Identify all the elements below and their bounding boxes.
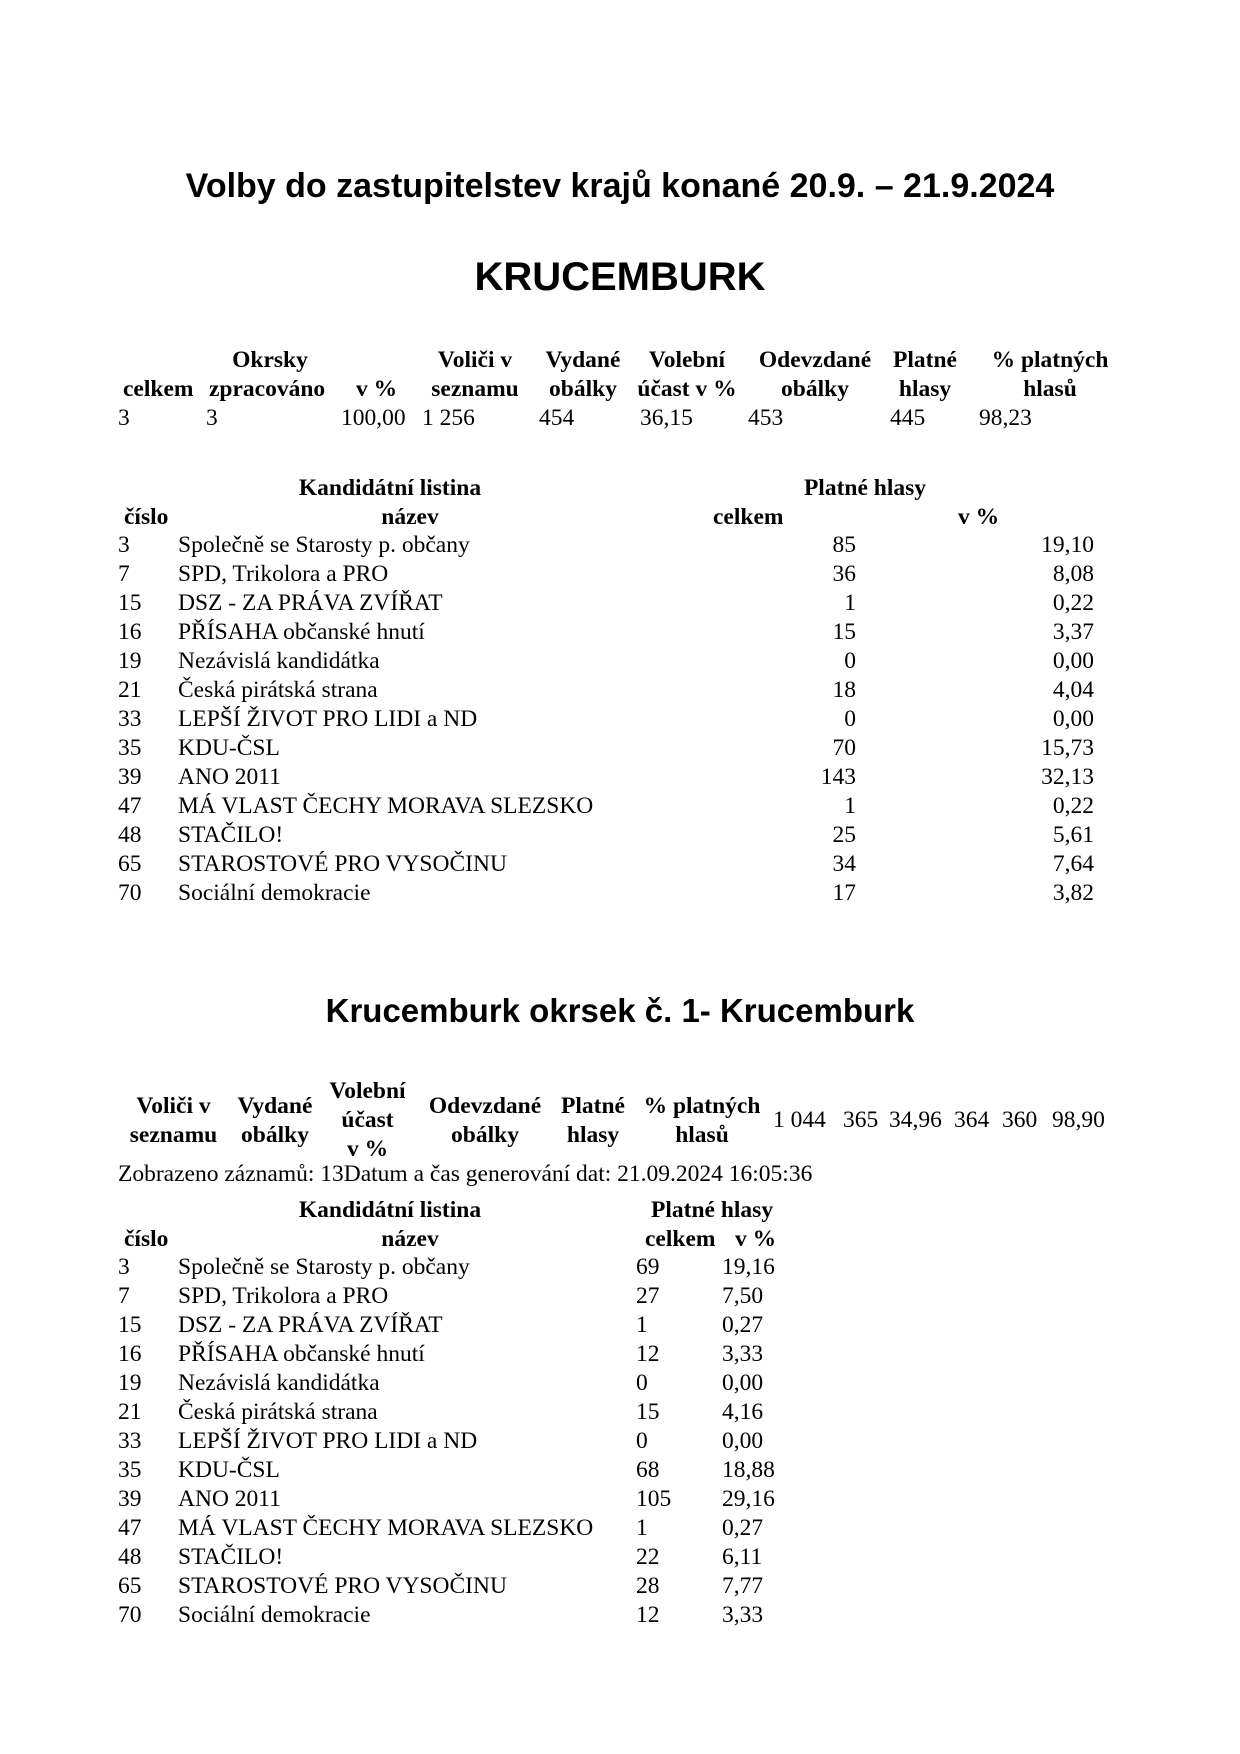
cell-celkem: 22 bbox=[636, 1544, 660, 1570]
district-value-pct-platnych: 98,90 bbox=[1052, 1107, 1105, 1133]
value-ucast: 36,15 bbox=[640, 405, 693, 431]
header-odevzdane-1: Odevzdané bbox=[758, 347, 872, 373]
cell-nazev: LEPŠÍ ŽIVOT PRO LIDI a ND bbox=[178, 706, 478, 732]
cell-nazev: ANO 2011 bbox=[178, 1486, 281, 1512]
cell-nazev: Česká pirátská strana bbox=[178, 1399, 378, 1425]
cell-nazev: Společně se Starosty p. občany bbox=[178, 1254, 470, 1280]
election-title: Volby do zastupitelstev krajů konané 20.9. – 21.9.2024 bbox=[185, 167, 1055, 205]
district-header-odevzdane-2: obálky bbox=[451, 1122, 519, 1148]
cell-nazev: Nezávislá kandidátka bbox=[178, 1370, 380, 1396]
cell-nazev: ANO 2011 bbox=[178, 764, 281, 790]
cell-cislo: 19 bbox=[118, 648, 142, 674]
value-odevzdane: 453 bbox=[748, 405, 784, 431]
header-ucast-2: účast v % bbox=[637, 376, 737, 402]
results-header-celkem: celkem bbox=[713, 504, 784, 530]
district-results-header-v-pct: v % bbox=[735, 1226, 777, 1252]
cell-pct: 0,00 bbox=[1052, 706, 1094, 732]
district-header-vydane-2: obálky bbox=[241, 1122, 309, 1148]
cell-celkem: 28 bbox=[636, 1573, 660, 1599]
cell-pct: 4,16 bbox=[722, 1399, 764, 1425]
district-header-odevzdane-1: Odevzdané bbox=[428, 1093, 542, 1119]
district-results-header-kandidatni-listina: Kandidátní listina bbox=[298, 1197, 482, 1223]
cell-pct: 0,00 bbox=[722, 1428, 764, 1454]
cell-celkem: 1 bbox=[636, 1312, 648, 1338]
cell-celkem: 25 bbox=[832, 822, 856, 848]
district-results-header-platne-hlasy: Platné hlasy bbox=[651, 1197, 774, 1223]
district-header-volici-1: Voliči v bbox=[136, 1093, 211, 1119]
district-title: Krucemburk okrsek č. 1- Krucemburk bbox=[325, 992, 915, 1029]
header-celkem: celkem bbox=[123, 376, 194, 402]
cell-cislo: 33 bbox=[118, 1428, 142, 1454]
cell-nazev: Česká pirátská strana bbox=[178, 677, 378, 703]
cell-cislo: 7 bbox=[118, 1283, 130, 1309]
cell-cislo: 21 bbox=[118, 1399, 142, 1425]
district-results-header-nazev: název bbox=[381, 1226, 439, 1252]
cell-nazev: Společně se Starosty p. občany bbox=[178, 532, 470, 558]
cell-celkem: 15 bbox=[832, 619, 856, 645]
municipality-title: KRUCEMBURK bbox=[474, 255, 766, 299]
cell-pct: 3,37 bbox=[1052, 619, 1094, 645]
cell-cislo: 3 bbox=[118, 1254, 130, 1280]
cell-nazev: STAROSTOVÉ PRO VYSOČINU bbox=[178, 851, 507, 877]
cell-cislo: 47 bbox=[118, 1515, 142, 1541]
cell-nazev: SPD, Trikolora a PRO bbox=[178, 1283, 389, 1309]
cell-nazev: KDU-ČSL bbox=[178, 1457, 280, 1483]
cell-celkem: 85 bbox=[832, 532, 856, 558]
cell-cislo: 16 bbox=[118, 619, 142, 645]
header-ucast-1: Volební bbox=[648, 347, 726, 373]
value-zpracovano: 3 bbox=[206, 405, 218, 431]
cell-nazev: STAČILO! bbox=[178, 1544, 284, 1570]
cell-cislo: 48 bbox=[118, 822, 142, 848]
header-okrsky: Okrsky bbox=[232, 347, 308, 373]
cell-celkem: 1 bbox=[636, 1515, 648, 1541]
district-value-ucast: 34,96 bbox=[889, 1107, 942, 1133]
cell-celkem: 69 bbox=[636, 1254, 660, 1280]
cell-pct: 0,22 bbox=[1052, 793, 1094, 819]
cell-pct: 3,33 bbox=[722, 1341, 764, 1367]
district-results-header-celkem: celkem bbox=[645, 1226, 716, 1252]
results-header-platne-hlasy: Platné hlasy bbox=[803, 475, 927, 501]
cell-nazev: PŘÍSAHA občanské hnutí bbox=[178, 1341, 425, 1367]
cell-nazev: STAROSTOVÉ PRO VYSOČINU bbox=[178, 1573, 507, 1599]
district-header-ucast-3: v % bbox=[346, 1136, 389, 1162]
value-platne: 445 bbox=[890, 405, 926, 431]
header-platne-2: hlasy bbox=[898, 376, 952, 402]
cell-pct: 19,16 bbox=[722, 1254, 775, 1280]
cell-nazev: MÁ VLAST ČECHY MORAVA SLEZSKO bbox=[178, 793, 594, 819]
cell-pct: 4,04 bbox=[1052, 677, 1094, 703]
value-pct-platnych: 98,23 bbox=[979, 405, 1032, 431]
cell-cislo: 35 bbox=[118, 1457, 142, 1483]
value-celkem: 3 bbox=[118, 405, 130, 431]
cell-nazev: STAČILO! bbox=[178, 822, 284, 848]
cell-celkem: 12 bbox=[636, 1341, 660, 1367]
cell-pct: 18,88 bbox=[722, 1457, 775, 1483]
district-header-platne-2: hlasy bbox=[566, 1122, 620, 1148]
district-value-platne: 360 bbox=[1002, 1107, 1038, 1133]
cell-pct: 7,50 bbox=[722, 1283, 764, 1309]
cell-nazev: LEPŠÍ ŽIVOT PRO LIDI a ND bbox=[178, 1428, 478, 1454]
results-header-cislo: číslo bbox=[124, 504, 169, 530]
cell-cislo: 39 bbox=[118, 764, 142, 790]
header-vydane-2: obálky bbox=[549, 376, 617, 402]
cell-celkem: 0 bbox=[636, 1370, 648, 1396]
cell-cislo: 65 bbox=[118, 851, 142, 877]
cell-celkem: 68 bbox=[636, 1457, 660, 1483]
value-volici: 1 256 bbox=[422, 405, 475, 431]
district-value-odevzdane: 364 bbox=[954, 1107, 990, 1133]
cell-celkem: 18 bbox=[832, 677, 856, 703]
cell-cislo: 70 bbox=[118, 880, 142, 906]
results-header-kandidatni-listina: Kandidátní listina bbox=[298, 475, 482, 501]
cell-celkem: 105 bbox=[636, 1486, 672, 1512]
cell-pct: 0,00 bbox=[722, 1370, 764, 1396]
cell-celkem: 1 bbox=[844, 590, 856, 616]
cell-pct: 0,22 bbox=[1052, 590, 1094, 616]
header-pct-platnych-1: % platných bbox=[991, 347, 1109, 373]
cell-pct: 0,27 bbox=[722, 1515, 764, 1541]
cell-cislo: 48 bbox=[118, 1544, 142, 1570]
district-header-volici-2: seznamu bbox=[129, 1122, 218, 1148]
district-header-platne-1: Platné bbox=[561, 1093, 625, 1119]
cell-nazev: Nezávislá kandidátka bbox=[178, 648, 380, 674]
cell-nazev: KDU-ČSL bbox=[178, 735, 280, 761]
cell-nazev: SPD, Trikolora a PRO bbox=[178, 561, 389, 587]
header-volici-2: seznamu bbox=[431, 376, 519, 402]
info-line: Zobrazeno záznamů: 13Datum a čas generování dat: 21.09.2024 16:05:36 bbox=[118, 1161, 813, 1187]
value-v-pct: 100,00 bbox=[341, 405, 406, 431]
cell-pct: 5,61 bbox=[1052, 822, 1094, 848]
district-header-ucast-1: Volební bbox=[329, 1078, 406, 1104]
cell-celkem: 12 bbox=[636, 1602, 660, 1628]
cell-celkem: 70 bbox=[832, 735, 856, 761]
district-header-pct-platnych-1: % platných bbox=[643, 1093, 761, 1119]
cell-nazev: MÁ VLAST ČECHY MORAVA SLEZSKO bbox=[178, 1515, 594, 1541]
cell-cislo: 15 bbox=[118, 1312, 142, 1338]
header-volici-1: Voliči v bbox=[437, 347, 513, 373]
cell-celkem: 0 bbox=[636, 1428, 648, 1454]
header-vydane-1: Vydané bbox=[545, 347, 621, 373]
cell-celkem: 0 bbox=[844, 648, 856, 674]
cell-cislo: 19 bbox=[118, 1370, 142, 1396]
cell-cislo: 33 bbox=[118, 706, 142, 732]
cell-cislo: 70 bbox=[118, 1602, 142, 1628]
district-header-pct-platnych-2: hlasů bbox=[675, 1122, 729, 1148]
header-v-pct: v % bbox=[356, 376, 398, 402]
cell-cislo: 7 bbox=[118, 561, 130, 587]
cell-pct: 8,08 bbox=[1052, 561, 1094, 587]
cell-pct: 29,16 bbox=[722, 1486, 775, 1512]
results-header-v-pct: v % bbox=[958, 504, 1000, 530]
value-vydane: 454 bbox=[539, 405, 575, 431]
district-header-ucast-2: účast bbox=[341, 1107, 394, 1133]
header-odevzdane-2: obálky bbox=[781, 376, 849, 402]
cell-cislo: 65 bbox=[118, 1573, 142, 1599]
cell-pct: 19,10 bbox=[1041, 532, 1094, 558]
cell-pct: 6,11 bbox=[722, 1544, 763, 1570]
district-header-vydane-1: Vydané bbox=[237, 1093, 313, 1119]
cell-pct: 3,82 bbox=[1052, 880, 1094, 906]
cell-nazev: PŘÍSAHA občanské hnutí bbox=[178, 619, 425, 645]
cell-celkem: 143 bbox=[820, 764, 856, 790]
cell-pct: 0,00 bbox=[1052, 648, 1094, 674]
cell-pct: 15,73 bbox=[1041, 735, 1094, 761]
district-value-volici: 1 044 bbox=[773, 1107, 826, 1133]
cell-pct: 7,77 bbox=[722, 1573, 764, 1599]
cell-cislo: 21 bbox=[118, 677, 142, 703]
district-value-vydane: 365 bbox=[843, 1107, 879, 1133]
header-platne-1: Platné bbox=[893, 347, 957, 373]
results-header-nazev: název bbox=[381, 504, 439, 530]
cell-cislo: 16 bbox=[118, 1341, 142, 1367]
cell-pct: 32,13 bbox=[1041, 764, 1094, 790]
header-pct-platnych-2: hlasů bbox=[1023, 376, 1077, 402]
cell-cislo: 39 bbox=[118, 1486, 142, 1512]
cell-celkem: 15 bbox=[636, 1399, 660, 1425]
cell-celkem: 0 bbox=[844, 706, 856, 732]
cell-celkem: 17 bbox=[832, 880, 856, 906]
cell-cislo: 47 bbox=[118, 793, 142, 819]
cell-nazev: DSZ - ZA PRÁVA ZVÍŘAT bbox=[178, 590, 443, 616]
cell-nazev: Sociální demokracie bbox=[178, 1602, 371, 1628]
cell-celkem: 36 bbox=[832, 561, 856, 587]
cell-nazev: DSZ - ZA PRÁVA ZVÍŘAT bbox=[178, 1312, 443, 1338]
cell-celkem: 1 bbox=[844, 793, 856, 819]
cell-pct: 0,27 bbox=[722, 1312, 764, 1338]
header-zpracovano: zpracováno bbox=[209, 376, 326, 402]
cell-pct: 7,64 bbox=[1052, 851, 1094, 877]
cell-celkem: 34 bbox=[832, 851, 856, 877]
cell-cislo: 35 bbox=[118, 735, 142, 761]
cell-cislo: 3 bbox=[118, 532, 130, 558]
cell-nazev: Sociální demokracie bbox=[178, 880, 371, 906]
district-results-header-cislo: číslo bbox=[124, 1226, 169, 1252]
cell-cislo: 15 bbox=[118, 590, 142, 616]
cell-celkem: 27 bbox=[636, 1283, 660, 1309]
cell-pct: 3,33 bbox=[722, 1602, 764, 1628]
